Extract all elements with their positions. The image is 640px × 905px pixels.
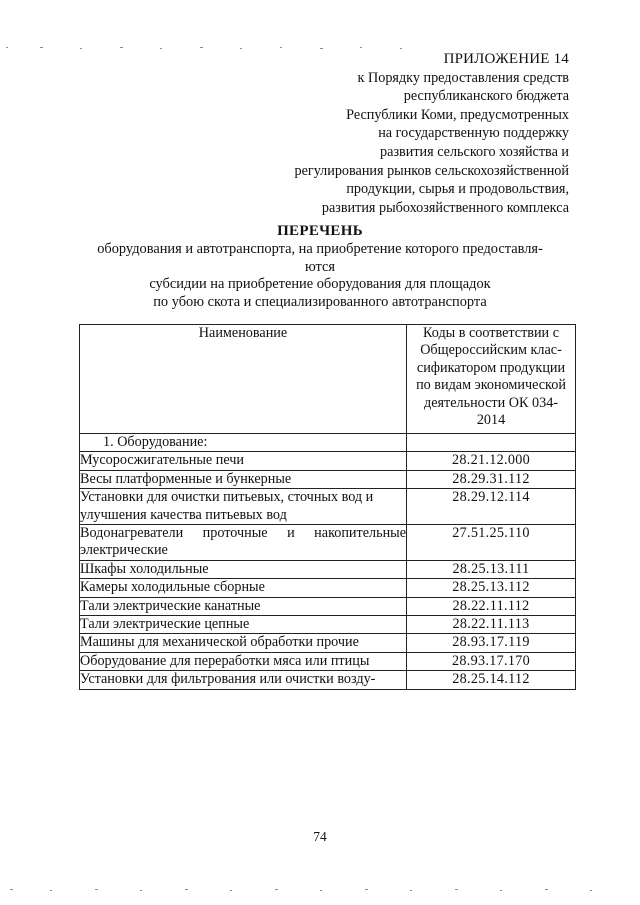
heading-title: ПЕРЕЧЕНЬ: [277, 223, 363, 239]
table-row: [80, 452, 576, 470]
item-code: 28.29.12.114: [407, 489, 576, 525]
header-codes: [407, 325, 576, 434]
header-codes-line: деятельности ОК 034-: [423, 394, 559, 411]
appendix-line: к Порядку предоставления средств: [357, 69, 569, 86]
appendix-line: Республики Коми, предусмотренных: [346, 106, 569, 123]
item-name: Оборудование для переработки мяса или птицы: [80, 652, 407, 670]
item-code: 28.93.17.119: [407, 634, 576, 652]
item-name: Установки для очистки питьевых, сточных вод и улучшения качества питьевых вод: [80, 489, 407, 525]
item-code: 28.25.13.111: [407, 560, 576, 578]
header-codes-line: сификатором продукции: [416, 359, 566, 376]
item-code: 28.25.14.112: [407, 671, 576, 689]
item-name: Машины для механической обработки прочие: [80, 634, 407, 652]
item-code: 28.25.13.112: [407, 579, 576, 597]
heading-line: по убою скота и специализированного автотранспорта: [153, 293, 487, 310]
item-name: Водонагреватели проточные и накопительные электрические: [80, 525, 406, 559]
appendix-line: на государственную поддержку: [378, 125, 569, 142]
appendix-line: развития сельского хозяйства и: [380, 143, 569, 160]
item-code: 28.93.17.170: [407, 652, 576, 670]
item-name: Установки для фильтрования или очистки возду-: [80, 671, 407, 689]
item-code: 28.22.11.113: [407, 616, 576, 634]
page-number: 74: [313, 829, 327, 844]
section-row: [80, 434, 576, 452]
item-code: 27.51.25.110: [407, 525, 576, 561]
item-code: 28.21.12.000: [407, 452, 576, 470]
heading-line: субсидии на приобретение оборудования для площадок: [149, 276, 491, 292]
appendix-line: регулирования рынков сельскохозяйственной: [294, 162, 569, 179]
item-code: 28.29.31.112: [407, 470, 576, 488]
table-row: [80, 489, 576, 525]
appendix-line: продукции, сырья и продовольствия,: [346, 181, 569, 198]
section-code-cell: [407, 434, 576, 452]
table-row: [80, 616, 576, 634]
table-row: [80, 525, 576, 561]
appendix-block: [250, 50, 569, 217]
table-row: [80, 560, 576, 578]
item-name: Весы платформенные и бункерные: [80, 470, 407, 488]
equipment-table: [79, 324, 576, 690]
item-name: Мусоросжигательные печи: [80, 452, 407, 470]
heading-line: ются: [304, 258, 336, 275]
document-heading: [60, 222, 580, 311]
appendix-line: развития рыбохозяйственного комплекса: [321, 199, 569, 216]
header-codes-line: 2014: [476, 412, 506, 429]
table-row: [80, 597, 576, 615]
header-codes-line: Коды в соответствии с: [423, 325, 559, 341]
table-row: [80, 579, 576, 597]
table-row: [80, 470, 576, 488]
heading-line: оборудования и автотранспорта, на приобретение которого предоставля-: [97, 241, 543, 257]
table-row: [80, 634, 576, 652]
item-name: Тали электрические канатные: [80, 597, 407, 615]
table-header-row: [80, 325, 576, 434]
item-name: Камеры холодильные сборные: [80, 579, 407, 597]
header-codes-line: по видам экономической: [416, 377, 566, 394]
appendix-title: ПРИЛОЖЕНИЕ 14: [443, 51, 569, 67]
item-code: 28.22.11.112: [407, 597, 576, 615]
item-name: Шкафы холодильные: [80, 560, 407, 578]
table-row: [80, 652, 576, 670]
item-name: Тали электрические цепные: [80, 616, 407, 634]
header-codes-line: Общероссийским клас-: [420, 342, 562, 359]
section-label: 1. Оборудование:: [80, 434, 407, 452]
table-row: [80, 671, 576, 689]
appendix-line: республиканского бюджета: [403, 88, 569, 105]
header-name: Наименование: [80, 325, 407, 434]
